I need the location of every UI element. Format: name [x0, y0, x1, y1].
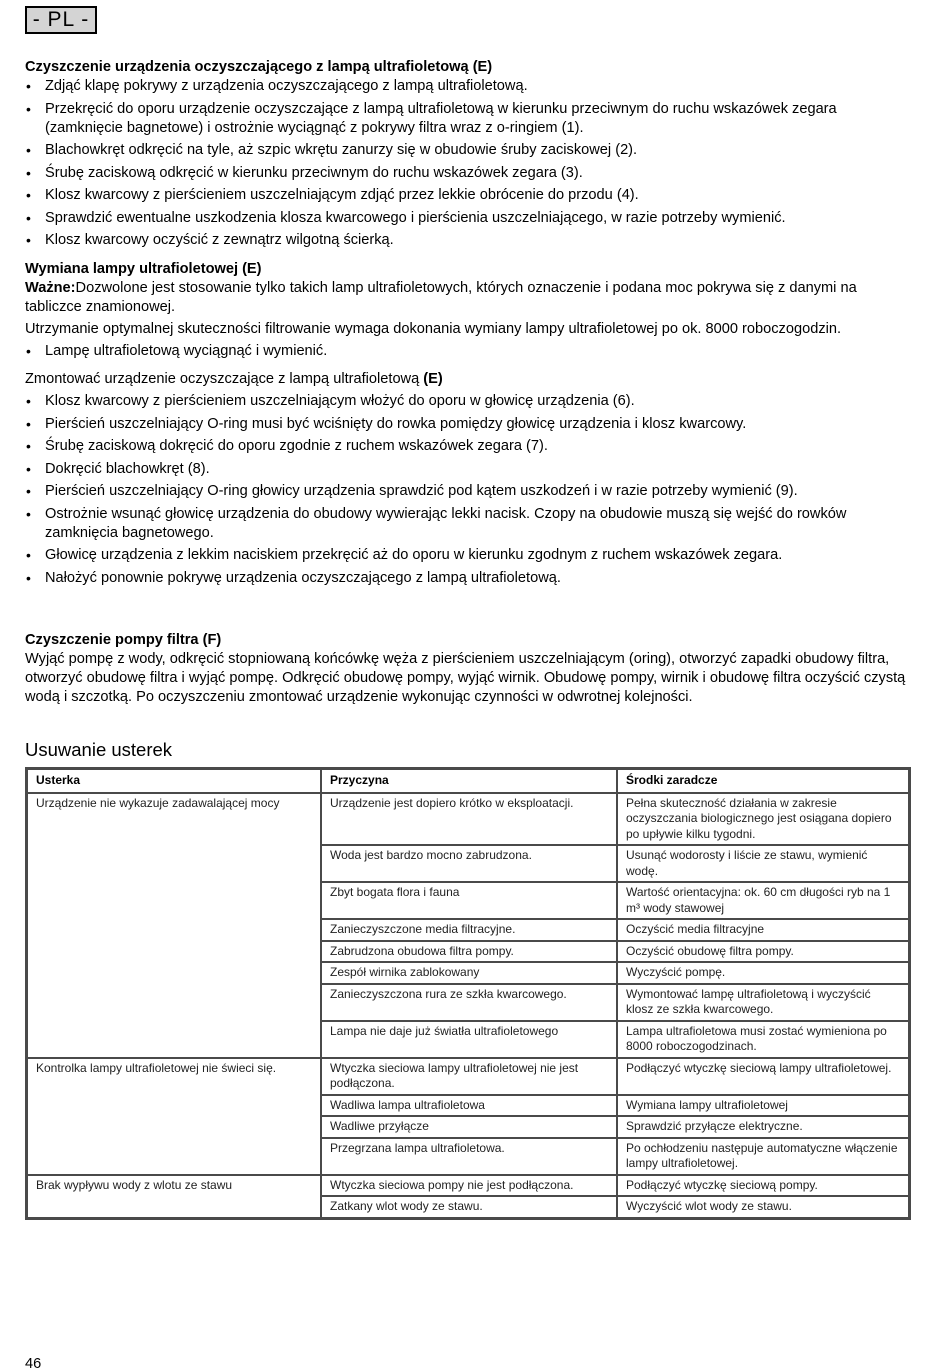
table-row — [27, 1138, 910, 1175]
table-row — [27, 1196, 910, 1218]
important-text: Dozwolone jest stosowanie tylko takich lamp ultrafioletowych, których oznaczenie i podana moc pokrywa się z danymi na tabliczce znamionowej. — [25, 279, 857, 315]
cell-fault — [27, 882, 322, 919]
section-title-cleaning-uv: Czyszczenie urządzenia oczyszczającego z lampą ultrafioletową (E) — [25, 59, 493, 75]
cell-cause: Wtyczka sieciowa pompy nie jest podłączona. — [321, 1175, 617, 1197]
column-header-remedy: Środki zaradcze — [617, 769, 910, 793]
cell-remedy: Sprawdzić przyłącze elektryczne. — [617, 1116, 910, 1138]
cell-fault: Urządzenie nie wykazuje zadawalającej mocy — [27, 793, 322, 846]
list-item: • Lampę ultrafioletową wyciągnąć i wymienić. — [25, 342, 915, 361]
troubleshooting-table-body — [27, 793, 910, 1219]
list-cleaning-uv — [25, 77, 915, 250]
cell-cause: Przegrzana lampa ultrafioletowa. — [321, 1138, 617, 1175]
maintenance-note: Utrzymanie optymalnej skuteczności filtrowanie wymaga dokonania wymiany lampy ultrafioletowej po ok. 8000 roboczogodzin. — [25, 320, 842, 337]
cell-remedy: Podłączyć wtyczkę sieciową pompy. — [617, 1175, 910, 1197]
cell-fault — [27, 984, 322, 1021]
table-row — [27, 1116, 910, 1138]
list-item: • Klosz kwarcowy z pierścieniem uszczelniającym włożyć do oporu w głowicę urządzenia (6). — [25, 392, 915, 411]
cell-fault — [27, 845, 322, 882]
list-item: • Zdjąć klapę pokrywy z urządzenia oczyszczającego z lampą ultrafioletową. — [25, 77, 915, 96]
cell-fault — [27, 941, 322, 963]
important-note — [25, 279, 915, 317]
table-row — [27, 1058, 910, 1095]
cell-fault: Kontrolka lampy ultrafioletowej nie świeci się. — [27, 1058, 322, 1095]
cell-cause: Lampa nie daje już światła ultrafioletowego — [321, 1021, 617, 1058]
pump-cleaning-text: Wyjąć pompę z wody, odkręcić stopniowaną końcówkę węża z pierścieniem uszczelniającym (oring), otworzyć zapadki obudowy filtra, otworzyć obudowę filtra i wyjąć pompę. Odkręcić obudowę pompy, wyjąć wirnik. Obudowę pompy, wirnik i obudowę filtra oczyścić czystą wodą i szczotką. Po oczyszczeniu zmontować urządzenie wykonując czynności w odwrotnej kolejności. — [25, 651, 906, 705]
table-row — [27, 845, 910, 882]
list-item: • Pierścień uszczelniający O-ring głowicy urządzenia sprawdzić pod kątem uszkodzeń i w razie potrzeby wymienić (9). — [25, 482, 915, 501]
cell-cause: Wadliwe przyłącze — [321, 1116, 617, 1138]
cell-fault — [27, 962, 322, 984]
cell-fault — [27, 1021, 322, 1058]
list-item: • Pierścień uszczelniający O-ring musi być wciśnięty do rowka pomiędzy głowicę urządzenia i klosz kwarcowy. — [25, 415, 915, 434]
cell-remedy: Lampa ultrafioletowa musi zostać wymieniona po 8000 roboczogodzinach. — [617, 1021, 910, 1058]
section-title-troubleshooting: Usuwanie usterek — [25, 739, 173, 760]
cell-cause: Urządzenie jest dopiero krótko w eksploatacji. — [321, 793, 617, 846]
language-tag: - PL - — [25, 6, 97, 34]
troubleshooting-table — [25, 767, 911, 1220]
list-item: • Klosz kwarcowy z pierścieniem uszczelniającym zdjąć przez lekkie obrócenie do przodu (4). — [25, 186, 915, 205]
page-number: 46 — [25, 1356, 42, 1372]
cell-fault — [27, 1095, 322, 1117]
cell-remedy: Oczyścić media filtracyjne — [617, 919, 910, 941]
cell-remedy: Wymiana lampy ultrafioletowej — [617, 1095, 910, 1117]
cell-remedy: Usunąć wodorosty i liście ze stawu, wymienić wodę. — [617, 845, 910, 882]
table-row — [27, 962, 910, 984]
table-row — [27, 919, 910, 941]
important-label: Ważne: — [25, 279, 76, 296]
section-title-pump-cleaning: Czyszczenie pompy filtra (F) — [25, 632, 222, 648]
cell-cause: Zanieczyszczone media filtracyjne. — [321, 919, 617, 941]
cell-cause: Wtyczka sieciowa lampy ultrafioletowej nie jest podłączona. — [321, 1058, 617, 1095]
list-item: • Śrubę zaciskową odkręcić w kierunku przeciwnym do ruchu wskazówek zegara (3). — [25, 164, 915, 183]
list-uv-replacement — [25, 342, 915, 361]
cell-fault: Brak wypływu wody z wlotu ze stawu — [27, 1175, 322, 1197]
cell-remedy: Wyczyścić pompę. — [617, 962, 910, 984]
cell-cause: Wadliwa lampa ultrafioletowa — [321, 1095, 617, 1117]
section-title-uv-replacement: Wymiana lampy ultrafioletowej (E) — [25, 260, 262, 277]
cell-remedy: Podłączyć wtyczkę sieciową lampy ultrafioletowej. — [617, 1058, 910, 1095]
cell-cause: Zanieczyszczona rura ze szkła kwarcowego. — [321, 984, 617, 1021]
list-assembly — [25, 392, 915, 588]
table-header-row — [27, 769, 910, 793]
list-item: • Blachowkręt odkręcić na tyle, aż szpic wkrętu zanurzy się w obudowie śruby zaciskowej (2). — [25, 141, 915, 160]
assembly-title-text: Zmontować urządzenie oczyszczające z lampą ultrafioletową — [25, 371, 424, 387]
table-row — [27, 1021, 910, 1058]
cell-remedy: Pełna skuteczność działania w zakresie oczyszczania biologicznego jest osiągana dopiero po upływie kilku tygodni. — [617, 793, 910, 846]
page-content — [25, 58, 915, 1220]
column-header-cause: Przyczyna — [321, 769, 617, 793]
cell-remedy: Wartość orientacyjna: ok. 60 cm długości ryb na 1 m³ wody stawowej — [617, 882, 910, 919]
table-row — [27, 941, 910, 963]
section-title-assembly — [25, 370, 915, 389]
cell-cause: Woda jest bardzo mocno zabrudzona. — [321, 845, 617, 882]
cell-fault — [27, 1138, 322, 1175]
list-item: • Ostrożnie wsunąć głowicę urządzenia do obudowy wywierając lekki nacisk. Czopy na obudowie muszą się wejść do rowków zamknięcia bagnetowego. — [25, 505, 915, 543]
table-row — [27, 984, 910, 1021]
cell-fault — [27, 1196, 322, 1218]
table-row — [27, 1175, 910, 1197]
list-item: • Nałożyć ponownie pokrywę urządzenia oczyszczającego z lampą ultrafioletową. — [25, 569, 915, 588]
table-row — [27, 882, 910, 919]
cell-cause: Zatkany wlot wody ze stawu. — [321, 1196, 617, 1218]
table-row — [27, 793, 910, 846]
list-item: • Sprawdzić ewentualne uszkodzenia klosza kwarcowego i pierścienia uszczelniającego, w razie potrzeby wymienić. — [25, 209, 915, 228]
cell-remedy: Po ochłodzeniu następuje automatyczne włączenie lampy ultrafioletowej. — [617, 1138, 910, 1175]
assembly-title-bold: (E) — [423, 371, 443, 387]
list-item: • Przekręcić do oporu urządzenie oczyszczające z lampą ultrafioletową w kierunku przeciwnym do ruchu wskazówek zegara (zamknięcie bagnetowe) i ostrożnie wyciągnąć z pokrywy filtra wraz z o-ringiem (1). — [25, 100, 915, 138]
table-row — [27, 1095, 910, 1117]
list-item: • Głowicę urządzenia z lekkim naciskiem przekręcić aż do oporu w kierunku zgodnym z ruchem wskazówek zegara. — [25, 546, 915, 565]
list-item: • Śrubę zaciskową dokręcić do oporu zgodnie z ruchem wskazówek zegara (7). — [25, 437, 915, 456]
list-item: • Klosz kwarcowy oczyścić z zewnątrz wilgotną ścierką. — [25, 231, 915, 250]
cell-remedy: Wymontować lampę ultrafioletową i wyczyścić klosz ze szkła kwarcowego. — [617, 984, 910, 1021]
cell-fault — [27, 1116, 322, 1138]
cell-remedy: Wyczyścić wlot wody ze stawu. — [617, 1196, 910, 1218]
cell-cause: Zbyt bogata flora i fauna — [321, 882, 617, 919]
column-header-fault: Usterka — [27, 769, 322, 793]
cell-remedy: Oczyścić obudowę filtra pompy. — [617, 941, 910, 963]
cell-cause: Zespół wirnika zablokowany — [321, 962, 617, 984]
list-item: • Dokręcić blachowkręt (8). — [25, 460, 915, 479]
cell-cause: Zabrudzona obudowa filtra pompy. — [321, 941, 617, 963]
cell-fault — [27, 919, 322, 941]
